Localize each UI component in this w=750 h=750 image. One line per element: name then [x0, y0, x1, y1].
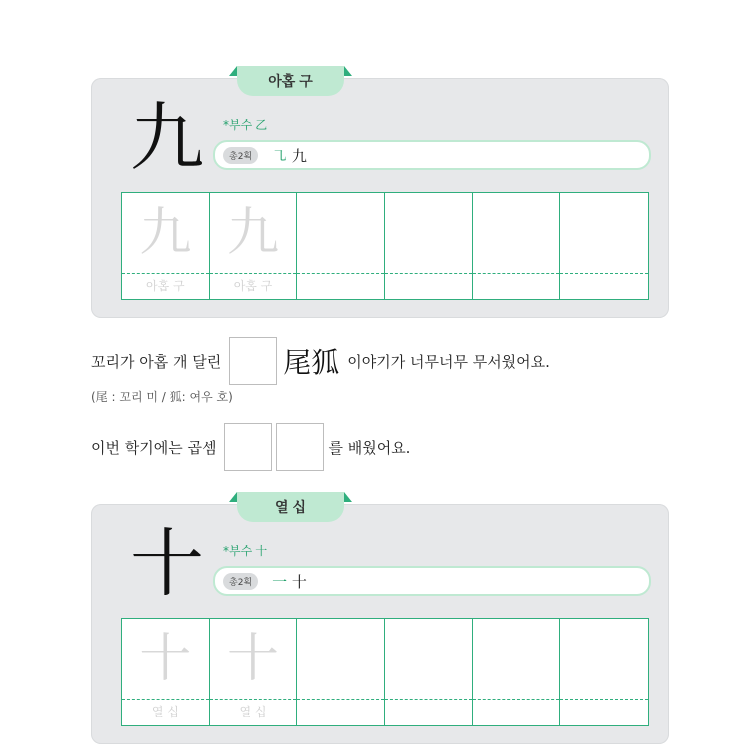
trace-caption: 아홉 구 — [233, 279, 273, 293]
answer-box[interactable] — [224, 423, 272, 471]
guide-line — [473, 699, 560, 700]
title-korean: 열 — [274, 500, 289, 516]
sentence2-before: 이번 학기에는 곱셈 — [91, 438, 217, 457]
guide-line — [560, 699, 648, 700]
sentence1-before: 꼬리가 아홉 개 달린 — [91, 352, 222, 371]
writing-cell[interactable] — [297, 619, 385, 725]
trace-caption: 열 십 — [239, 705, 267, 719]
hanja-card-gu — [91, 74, 669, 318]
writing-cell[interactable] — [385, 193, 473, 299]
sentence2-after: 를 배웠어요. — [328, 438, 411, 457]
main-hanja-character: 十 — [130, 521, 204, 607]
guide-line — [122, 273, 209, 274]
radical-label: *부수 — [223, 118, 253, 132]
writing-practice-grid — [121, 192, 649, 300]
guide-line — [385, 699, 472, 700]
guide-line — [473, 273, 560, 274]
stroke-step-1: 一 — [272, 572, 288, 591]
writing-practice-grid — [121, 618, 649, 726]
writing-cell[interactable] — [560, 193, 648, 299]
radical-info — [223, 542, 267, 559]
title-reading: 구 — [299, 74, 313, 90]
guide-line — [210, 273, 297, 274]
stroke-count-badge: 총2획 — [223, 147, 258, 164]
writing-cell[interactable] — [473, 193, 561, 299]
exercise-sentence-2 — [91, 422, 410, 472]
trace-cell[interactable] — [210, 619, 298, 725]
writing-cell[interactable] — [297, 193, 385, 299]
stroke-step-2: 十 — [291, 572, 307, 591]
hanja-card-sip — [91, 500, 669, 744]
stroke-sequence — [272, 571, 307, 592]
radical-symbol: 乙 — [255, 118, 268, 132]
answer-box[interactable] — [276, 423, 324, 471]
guide-line — [560, 273, 648, 274]
writing-cell[interactable] — [385, 619, 473, 725]
trace-character: 九 — [139, 203, 192, 263]
writing-cell[interactable] — [473, 619, 561, 725]
stroke-sequence — [272, 145, 307, 166]
radical-label: *부수 — [223, 544, 253, 558]
guide-line — [385, 273, 472, 274]
exercise-sentence-1 — [91, 336, 550, 386]
stroke-order-bar — [213, 566, 651, 596]
card-title-tab — [237, 492, 344, 522]
trace-caption: 아홉 구 — [146, 279, 185, 293]
card-title-tab — [237, 66, 344, 96]
trace-caption: 열 십 — [151, 705, 179, 719]
title-korean: 아홉 — [268, 74, 296, 90]
stroke-step-2: 九 — [291, 146, 307, 165]
radical-symbol: 十 — [255, 544, 268, 558]
guide-line — [210, 699, 297, 700]
title-reading: 십 — [292, 500, 307, 516]
guide-line — [297, 699, 384, 700]
guide-line — [122, 699, 209, 700]
answer-box[interactable] — [229, 337, 277, 385]
trace-character: 十 — [139, 629, 192, 689]
hanja-note: (尾 : 꼬리 미 / 狐: 여우 호) — [91, 390, 233, 404]
stroke-step-1: ㇈ — [272, 146, 288, 165]
main-hanja-character: 九 — [130, 95, 204, 181]
stroke-order-bar — [213, 140, 651, 170]
sentence1-after: 이야기가 너무너무 무서웠어요. — [347, 352, 550, 371]
trace-cell[interactable] — [122, 193, 210, 299]
stroke-count-badge: 총2획 — [223, 573, 258, 590]
radical-info — [223, 116, 267, 133]
trace-cell[interactable] — [122, 619, 210, 725]
trace-cell[interactable] — [210, 193, 298, 299]
trace-character: 九 — [226, 203, 279, 263]
guide-line — [297, 273, 384, 274]
sentence1-hanja: 尾狐 — [283, 346, 340, 379]
trace-character: 十 — [226, 629, 279, 689]
writing-cell[interactable] — [560, 619, 648, 725]
